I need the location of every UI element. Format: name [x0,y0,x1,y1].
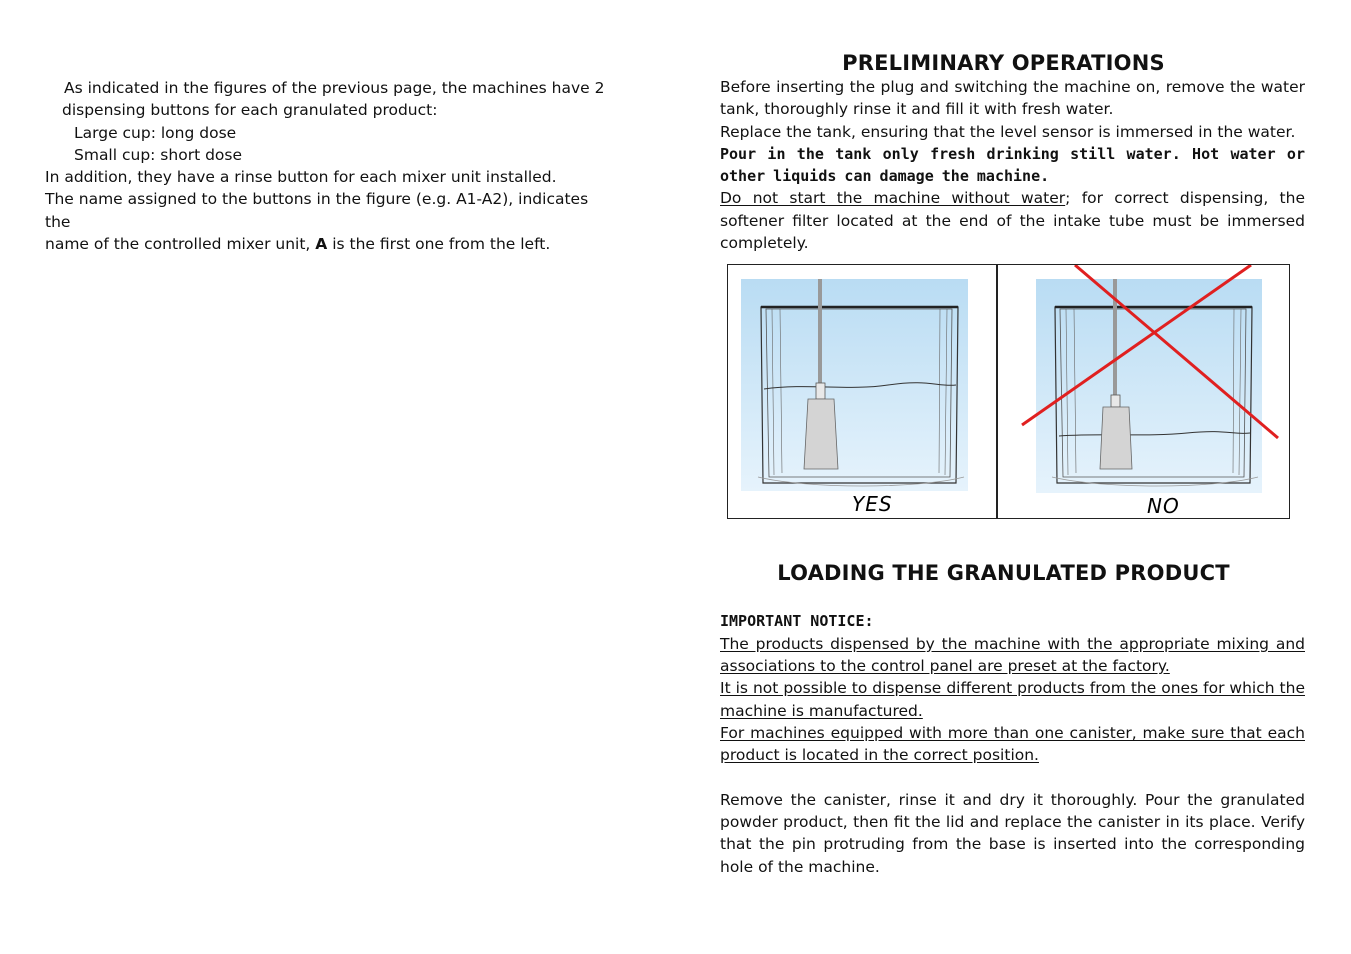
notice-1-text: The products dispensed by the machine with the appropriate mixing and associations to the control panel are preset at the factory. [720,634,1305,675]
water-background [741,279,968,491]
preliminary-operations-heading: PRELIMINARY OPERATIONS [842,51,1165,75]
paragraph-gap [720,766,1305,788]
notice-2 [720,677,1305,722]
notice-3 [720,722,1305,767]
left-column [45,77,605,255]
figure-panel-no [997,265,1289,518]
loading-granulated-product-heading: LOADING THE GRANULATED PRODUCT [777,561,1230,586]
notice-3-text: For machines equipped with more than one canister, make sure that each product is located in the correct position. [720,723,1305,765]
notice-1 [720,633,1305,678]
water-warning: Pour in the tank only fresh drinking still water. Hot water or other liquids can damage the machine. [720,144,1305,186]
small-cup-item: Small cup: short dose [74,145,243,164]
important-notice-label: IMPORTANT NOTICE: [720,612,874,631]
button-name-pre: name of the controlled mixer unit, [45,235,316,254]
yes-label: YES [852,492,893,517]
button-name-line-2 [45,233,605,255]
prelim-paragraph-4 [720,187,1305,254]
tank-empty-illustration [997,265,1289,518]
softener-filter [804,399,838,469]
prelim-paragraph-2: Replace the tank, ensuring that the level sensor is immersed in the water. [720,122,1296,141]
button-name-line-1: The name assigned to the buttons in the figure (e.g. A1-A2), indicates the [45,190,589,231]
water-background [1036,279,1262,493]
right-column [720,50,1305,878]
intro-line-2: dispensing buttons for each granulated product: [62,101,438,120]
intro-line-1: As indicated in the figures of the previous page, the machines have 2 [64,79,605,97]
rinse-button-text: In addition, they have a rinse button for each mixer unit installed. [45,168,557,187]
tank-full-illustration [728,265,996,518]
mixer-letter: A [315,235,328,254]
no-water-warning: Do not start the machine without water [720,189,1066,208]
water-level-figure [727,264,1290,519]
canister-instructions: Remove the canister, rinse it and dry it thoroughly. Pour the granulated powder product, then fit the lid and replace the canister in its place. Verify that the pin protruding from the base is inserted into the corresponding hole of the machine. [720,790,1305,876]
figure-panel-yes [728,265,996,518]
large-cup-item: Large cup: long dose [74,123,237,142]
prelim-paragraph-1: Before inserting the plug and switching the machine on, remove the water tank, thoroughly rinse it and fill it with fresh water. [720,78,1305,119]
softener-filter [1100,407,1132,469]
button-name-post: is the first one from the left. [327,235,551,254]
notice-2-text: It is not possible to dispense different products from the ones for which the machine is manufactured. [720,679,1305,720]
softener-filter-text: ; for correct dispensing, the softener filter located at the end of the intake tube must be immersed completely. [720,189,1305,253]
no-label: NO [1147,494,1180,519]
